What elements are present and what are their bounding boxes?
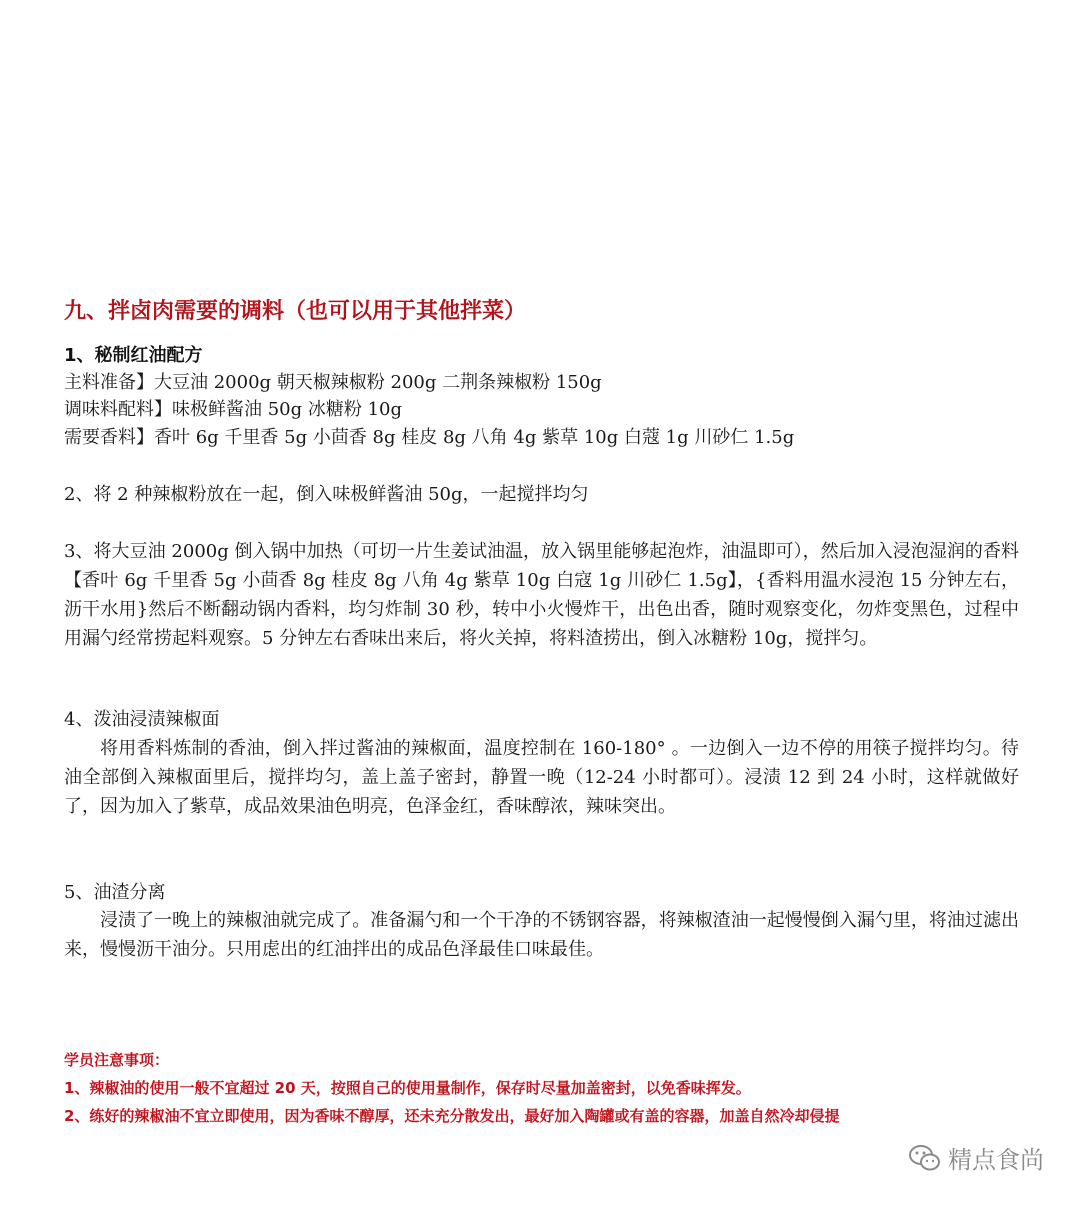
note-item: 1、辣椒油的使用一般不宜超过 20 天，按照自己的使用量制作，保存时尽量加盖密封，以免香味挥发。 <box>64 1079 751 1097</box>
step-4-body: 将用香料炼制的香油，倒入拌过酱油的辣椒面，温度控制在 160-180° 。一边倒入一边不停的用筷子搅拌均匀。待油全部倒入辣椒面里后，搅拌均匀，盖上盖子密封，静置一晚（12-24 小时都可）。浸渍 12 到 24 小时，这样就做好了，因为加入了紫草，成品效果油色明亮，色泽金红，香味醇浓，辣味突出。 <box>64 738 1019 817</box>
note-item: 2、练好的辣椒油不宜立即使用，因为香味不醇厚，还未充分散发出，最好加入陶罐或有盖的容器，加盖自然冷却侵提 <box>64 1107 840 1125</box>
step-2: 2、将 2 种辣椒粉放在一起，倒入味极鲜酱油 50g，一起搅拌均匀 <box>64 484 589 505</box>
watermark <box>908 1140 1044 1175</box>
section-title: 九、拌卤肉需要的调料（也可以用于其他拌菜） <box>64 299 527 324</box>
wechat-icon <box>908 1143 942 1173</box>
watermark-text: 精点食尚 <box>948 1146 1044 1174</box>
spices-line: 需要香料】香叶 6g 千里香 5g 小茴香 8g 桂皮 8g 八角 4g 紫草 10g 白蔻 1g 川砂仁 1.5g <box>64 427 795 448</box>
step-5-body: 浸渍了一晚上的辣椒油就完成了。准备漏勺和一个干净的不锈钢容器，将辣椒渣油一起慢慢倒入漏勺里，将油过滤出来，慢慢沥干油分。只用虑出的红油拌出的成品色泽最佳口味最佳。 <box>64 910 1019 960</box>
step-3: 3、将大豆油 2000g 倒入锅中加热（可切一片生姜试油温，放入锅里能够起泡炸，油温即可），然后加入浸泡湿润的香料【香叶 6g 千里香 5g 小茴香 8g 桂皮 8g 八角 4g 紫草 10g 白寇 1g 川砂仁 1.5g】，{香料用温水浸泡 15 分钟左右，沥干水用}然后不断翻动锅内香料，均匀炸制 30 秒，转中小火慢炸干，出色出香，随时观察变化，勿炸变黑色，过程中用漏勺经常捞起料观察。5 分钟左右香味出来后，将火关掉，将料渣捞出，倒入冰糖粉 10g，搅拌匀。 <box>64 541 1019 649</box>
recipe-heading: 1、秘制红油配方 <box>64 345 203 366</box>
notes-block <box>64 1046 1024 1130</box>
step-4-heading: 4、泼油浸渍辣椒面 <box>64 709 220 730</box>
main-ingredients-line: 主料准备】大豆油 2000g 朝天椒辣椒粉 200g 二荆条辣椒粉 150g <box>64 372 602 393</box>
seasoning-line: 调味料配料】味极鲜酱油 50g 冰糖粉 10g <box>64 399 403 420</box>
step-5-heading: 5、油渣分离 <box>64 882 166 903</box>
notes-heading: 学员注意事项： <box>64 1051 170 1069</box>
